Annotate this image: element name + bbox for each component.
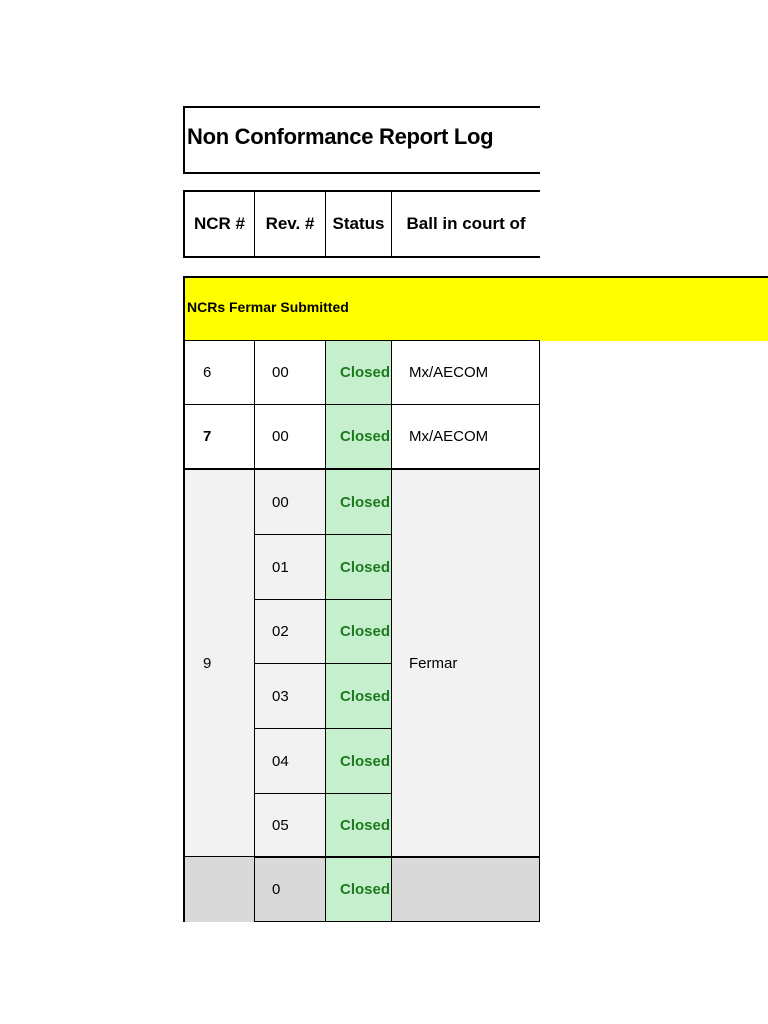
header-ball-in-court: Ball in court of — [392, 190, 540, 258]
group-9-status-01: Closed — [325, 534, 392, 600]
group-9-status-00: Closed — [325, 469, 392, 535]
group-9-rev-02: 02 — [254, 599, 326, 664]
section-banner — [183, 276, 768, 341]
row-7-rev: 00 — [254, 404, 326, 470]
page-title: Non Conformance Report Log — [187, 124, 494, 149]
row-6-rev: 00 — [254, 340, 326, 405]
last-row-ncr — [183, 857, 255, 922]
row-6-ball-in-court: Mx/AECOM — [391, 340, 540, 405]
last-row-ball-in-court — [391, 857, 540, 922]
group-9-rev-03: 03 — [254, 663, 326, 729]
row-7-ball-in-court: Mx/AECOM — [391, 404, 540, 470]
last-row-status: Closed — [325, 857, 392, 922]
last-row-rev: 0 — [254, 857, 326, 922]
row-7-status: Closed — [325, 404, 392, 470]
group-9-ball-in-court: Fermar — [391, 469, 540, 858]
group-9-rev-01: 01 — [254, 534, 326, 600]
group-9-rev-04: 04 — [254, 728, 326, 794]
header-rev: Rev. # — [255, 190, 326, 258]
group-9-status-04: Closed — [325, 728, 392, 794]
group-9-status-05: Closed — [325, 793, 392, 858]
row-7-ncr: 7 — [183, 404, 255, 470]
row-6-status: Closed — [325, 340, 392, 405]
group-9-rev-00: 00 — [254, 469, 326, 535]
group-9-ncr: 9 — [183, 469, 255, 858]
section-label: NCRs Fermar Submitted — [187, 299, 349, 315]
header-status: Status — [326, 190, 392, 258]
title-box — [183, 106, 540, 174]
header-ncr: NCR # — [183, 190, 255, 258]
row-6-ncr: 6 — [183, 340, 255, 405]
group-9-status-02: Closed — [325, 599, 392, 664]
group-9-rev-05: 05 — [254, 793, 326, 858]
group-9-status-03: Closed — [325, 663, 392, 729]
